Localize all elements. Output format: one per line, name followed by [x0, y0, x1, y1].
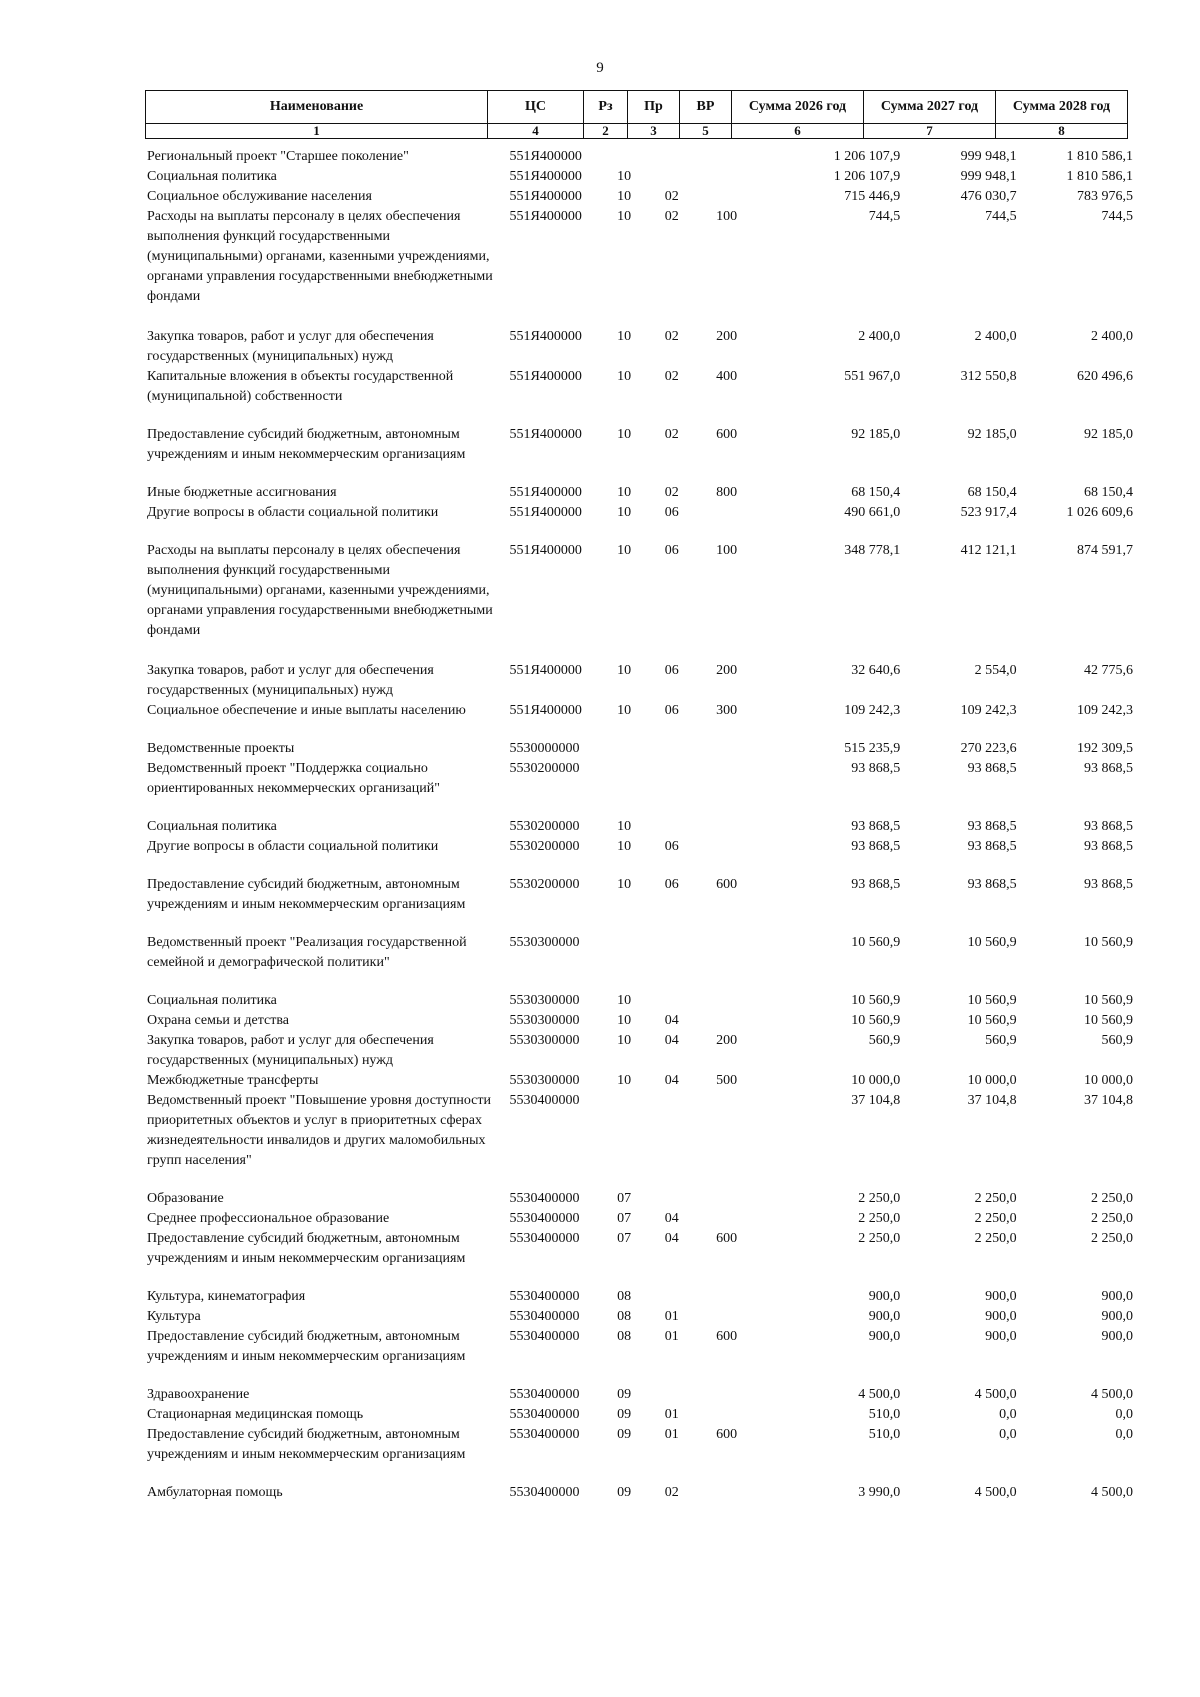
table-header — [145, 90, 1128, 139]
row-rz-code: 10 — [617, 1013, 632, 1028]
table-row — [145, 1385, 1135, 1405]
row-name: Капитальные вложения в объекты государственной (муниципальной) собственности — [147, 369, 454, 404]
row-sum-2026: 490 661,0 — [844, 505, 901, 520]
row-sum-2028: 0,0 — [1115, 1407, 1133, 1422]
col-header-vr: ВР — [680, 91, 732, 124]
row-sum-2028: 93 868,5 — [1083, 877, 1133, 892]
row-sum-2028: 900,0 — [1101, 1309, 1133, 1324]
row-sum-2027: 270 223,6 — [960, 741, 1017, 756]
row-cs-code: 5530400000 — [509, 1329, 580, 1344]
row-vr-code: 600 — [716, 1329, 738, 1344]
row-vr-code: 200 — [716, 1033, 738, 1048]
row-rz-code: 07 — [617, 1231, 632, 1246]
row-rz-code: 10 — [617, 703, 632, 718]
row-sum-2027: 93 868,5 — [967, 839, 1017, 854]
row-sum-2026: 2 250,0 — [858, 1211, 901, 1226]
col-header-rz: Рз — [584, 91, 628, 124]
row-sum-2026: 2 250,0 — [858, 1231, 901, 1246]
row-rz-code: 08 — [617, 1289, 632, 1304]
table-row — [145, 701, 1135, 721]
row-name: Региональный проект "Старшее поколение" — [147, 149, 409, 164]
row-name: Предоставление субсидий бюджетным, автономным учреждениям и иным некоммерческим организациям — [147, 1427, 466, 1462]
row-sum-2028: 900,0 — [1101, 1289, 1133, 1304]
row-sum-2026: 1 206 107,9 — [833, 149, 901, 164]
col-header-cs: ЦС — [488, 91, 584, 124]
table-row — [145, 1071, 1135, 1091]
row-rz-code: 09 — [617, 1407, 632, 1422]
col-header-sum-2027: Сумма 2027 год — [864, 91, 996, 124]
row-sum-2027: 10 560,9 — [967, 993, 1017, 1008]
row-sum-2027: 2 250,0 — [974, 1211, 1017, 1226]
row-sum-2028: 42 775,6 — [1083, 663, 1133, 678]
row-cs-code: 551Я400000 — [509, 329, 582, 344]
row-cs-code: 5530200000 — [509, 839, 580, 854]
row-sum-2028: 2 250,0 — [1090, 1211, 1133, 1226]
row-name: Социальная политика — [147, 819, 277, 834]
row-sum-2026: 3 990,0 — [858, 1485, 901, 1500]
row-sum-2026: 68 150,4 — [851, 485, 901, 500]
row-cs-code: 5530400000 — [509, 1289, 580, 1304]
row-pr-code: 04 — [664, 1013, 679, 1028]
row-cs-code: 5530300000 — [509, 935, 580, 950]
row-sum-2028: 1 810 586,1 — [1066, 149, 1133, 164]
col-header-name: Наименование — [146, 91, 488, 124]
row-sum-2027: 412 121,1 — [960, 543, 1017, 558]
row-pr-code: 02 — [664, 485, 679, 500]
col-number-pr: 3 — [628, 124, 680, 139]
row-sum-2028: 4 500,0 — [1090, 1387, 1133, 1402]
col-number-sum-2028: 8 — [996, 124, 1128, 139]
row-cs-code: 5530400000 — [509, 1485, 580, 1500]
row-pr-code: 06 — [664, 543, 679, 558]
row-sum-2027: 476 030,7 — [960, 189, 1017, 204]
row-name: Межбюджетные трансферты — [147, 1073, 319, 1088]
row-sum-2026: 4 500,0 — [858, 1387, 901, 1402]
row-name: Иные бюджетные ассигнования — [147, 485, 337, 500]
row-name: Стационарная медицинская помощь — [147, 1407, 364, 1422]
row-cs-code: 551Я400000 — [509, 543, 582, 558]
row-sum-2026: 900,0 — [868, 1329, 901, 1344]
table-row — [145, 187, 1135, 207]
row-cs-code: 551Я400000 — [509, 369, 582, 384]
row-cs-code: 551Я400000 — [509, 485, 582, 500]
row-name: Социальная политика — [147, 169, 277, 184]
row-sum-2028: 10 560,9 — [1083, 935, 1133, 950]
row-vr-code: 500 — [716, 1073, 738, 1088]
row-vr-code: 600 — [716, 1231, 738, 1246]
row-sum-2027: 92 185,0 — [967, 427, 1017, 442]
row-cs-code: 5530400000 — [509, 1387, 580, 1402]
row-rz-code: 10 — [617, 1073, 632, 1088]
row-sum-2026: 715 446,9 — [844, 189, 901, 204]
row-sum-2028: 92 185,0 — [1083, 427, 1133, 442]
row-sum-2027: 900,0 — [985, 1289, 1017, 1304]
table-row — [145, 817, 1135, 837]
row-sum-2026: 900,0 — [868, 1309, 901, 1324]
row-sum-2028: 4 500,0 — [1090, 1485, 1133, 1500]
row-sum-2027: 999 948,1 — [960, 149, 1017, 164]
row-name: Другие вопросы в области социальной политики — [147, 839, 439, 854]
row-sum-2026: 551 967,0 — [844, 369, 901, 384]
row-vr-code: 100 — [716, 543, 738, 558]
row-vr-code: 300 — [716, 703, 738, 718]
row-rz-code: 09 — [617, 1387, 632, 1402]
col-number-sum-2026: 6 — [732, 124, 864, 139]
row-vr-code: 400 — [716, 369, 738, 384]
row-name: Здравоохранение — [147, 1387, 250, 1402]
row-sum-2027: 999 948,1 — [960, 169, 1017, 184]
row-sum-2028: 744,5 — [1101, 209, 1133, 224]
table-row — [145, 661, 1135, 701]
row-name: Ведомственный проект "Реализация государственной семейной и демографической политики" — [147, 935, 467, 970]
table-row — [145, 1091, 1135, 1171]
table-row — [145, 1031, 1135, 1071]
row-cs-code: 551Я400000 — [509, 427, 582, 442]
row-pr-code: 02 — [664, 427, 679, 442]
col-number-cs: 4 — [488, 124, 584, 139]
row-sum-2026: 109 242,3 — [844, 703, 901, 718]
row-sum-2028: 1 026 609,6 — [1066, 505, 1133, 520]
row-pr-code: 02 — [664, 209, 679, 224]
row-sum-2026: 510,0 — [868, 1407, 901, 1422]
row-cs-code: 5530300000 — [509, 993, 580, 1008]
row-sum-2027: 2 400,0 — [974, 329, 1017, 344]
row-sum-2026: 2 250,0 — [858, 1191, 901, 1206]
row-pr-code: 06 — [664, 505, 679, 520]
row-pr-code: 02 — [664, 369, 679, 384]
table-row — [145, 739, 1135, 759]
row-rz-code: 10 — [617, 209, 632, 224]
row-sum-2026: 10 000,0 — [851, 1073, 901, 1088]
row-pr-code: 06 — [664, 703, 679, 718]
table-row — [145, 837, 1135, 857]
row-name: Культура — [147, 1309, 201, 1324]
row-cs-code: 5530400000 — [509, 1093, 580, 1108]
row-cs-code: 551Я400000 — [509, 149, 582, 164]
row-name: Ведомственные проекты — [147, 741, 295, 756]
table-row — [145, 1229, 1135, 1269]
row-cs-code: 551Я400000 — [509, 189, 582, 204]
row-sum-2028: 109 242,3 — [1076, 703, 1133, 718]
row-sum-2028: 192 309,5 — [1076, 741, 1133, 756]
row-vr-code: 200 — [716, 663, 738, 678]
table-row — [145, 1209, 1135, 1229]
row-sum-2027: 68 150,4 — [967, 485, 1017, 500]
row-cs-code: 5530400000 — [509, 1427, 580, 1442]
row-pr-code: 01 — [664, 1329, 679, 1344]
row-pr-code: 06 — [664, 877, 679, 892]
page-number: 9 — [596, 60, 604, 76]
row-sum-2028: 620 496,6 — [1076, 369, 1133, 384]
row-vr-code: 800 — [716, 485, 738, 500]
row-name: Предоставление субсидий бюджетным, автономным учреждениям и иным некоммерческим организациям — [147, 1231, 466, 1266]
row-name: Закупка товаров, работ и услуг для обеспечения государственных (муниципальных) нужд — [147, 1033, 434, 1068]
row-rz-code: 08 — [617, 1309, 632, 1324]
row-cs-code: 551Я400000 — [509, 703, 582, 718]
row-rz-code: 10 — [617, 189, 632, 204]
row-cs-code: 5530300000 — [509, 1073, 580, 1088]
row-sum-2026: 1 206 107,9 — [833, 169, 901, 184]
row-cs-code: 5530400000 — [509, 1211, 580, 1226]
row-name: Социальное обслуживание населения — [147, 189, 372, 204]
row-rz-code: 10 — [617, 839, 632, 854]
row-pr-code: 06 — [664, 839, 679, 854]
row-sum-2026: 32 640,6 — [851, 663, 901, 678]
row-sum-2026: 744,5 — [868, 209, 901, 224]
table-row — [145, 991, 1135, 1011]
row-cs-code: 5530300000 — [509, 1013, 580, 1028]
row-sum-2027: 2 554,0 — [974, 663, 1017, 678]
col-number-rz: 2 — [584, 124, 628, 139]
table-row — [145, 1327, 1135, 1367]
row-cs-code: 5530300000 — [509, 1033, 580, 1048]
row-sum-2028: 1 810 586,1 — [1066, 169, 1133, 184]
row-cs-code: 5530000000 — [509, 741, 580, 756]
row-sum-2028: 10 560,9 — [1083, 993, 1133, 1008]
row-sum-2028: 783 976,5 — [1076, 189, 1133, 204]
row-pr-code: 01 — [664, 1309, 679, 1324]
table-row — [145, 1307, 1135, 1327]
row-sum-2027: 4 500,0 — [974, 1387, 1017, 1402]
row-cs-code: 551Я400000 — [509, 169, 582, 184]
row-vr-code: 600 — [716, 427, 738, 442]
row-sum-2026: 2 400,0 — [858, 329, 901, 344]
row-vr-code: 600 — [716, 1427, 738, 1442]
row-name: Ведомственный проект "Поддержка социально ориентированных некоммерческих организаций" — [147, 761, 440, 796]
row-sum-2028: 10 560,9 — [1083, 1013, 1133, 1028]
row-name: Предоставление субсидий бюджетным, автономным учреждениям и иным некоммерческим организациям — [147, 427, 466, 462]
row-sum-2026: 93 868,5 — [851, 839, 901, 854]
row-rz-code: 10 — [617, 369, 632, 384]
row-sum-2027: 0,0 — [999, 1427, 1017, 1442]
row-name: Социальное обеспечение и иные выплаты населению — [147, 703, 466, 718]
row-name: Социальная политика — [147, 993, 277, 1008]
row-pr-code: 01 — [664, 1427, 679, 1442]
table-row — [145, 425, 1135, 465]
row-sum-2026: 93 868,5 — [851, 761, 901, 776]
table-row — [145, 1405, 1135, 1425]
row-cs-code: 5530400000 — [509, 1407, 580, 1422]
row-name: Среднее профессиональное образование — [147, 1211, 390, 1226]
row-sum-2027: 37 104,8 — [967, 1093, 1017, 1108]
table-row — [145, 503, 1135, 523]
row-cs-code: 5530200000 — [509, 761, 580, 776]
row-sum-2027: 93 868,5 — [967, 761, 1017, 776]
row-sum-2026: 515 235,9 — [844, 741, 901, 756]
row-name: Закупка товаров, работ и услуг для обеспечения государственных (муниципальных) нужд — [147, 329, 434, 364]
table-row — [145, 1011, 1135, 1031]
row-name: Расходы на выплаты персоналу в целях обеспечения выполнения функций государственными (муниципальными) органами, казенными учреждениями, органами управления государственными внебюджетными фондами — [147, 543, 493, 638]
row-sum-2027: 2 250,0 — [974, 1191, 1017, 1206]
table-row — [145, 207, 1135, 307]
row-sum-2026: 510,0 — [868, 1427, 901, 1442]
col-header-sum-2026: Сумма 2026 год — [732, 91, 864, 124]
row-vr-code: 200 — [716, 329, 738, 344]
row-sum-2026: 10 560,9 — [851, 993, 901, 1008]
row-pr-code: 04 — [664, 1211, 679, 1226]
row-sum-2026: 93 868,5 — [851, 877, 901, 892]
col-header-sum-2028: Сумма 2028 год — [996, 91, 1128, 124]
row-rz-code: 10 — [617, 485, 632, 500]
row-name: Расходы на выплаты персоналу в целях обеспечения выполнения функций государственными (муниципальными) органами, казенными учреждениями, органами управления государственными внебюджетными фондами — [147, 209, 493, 304]
row-pr-code: 02 — [664, 189, 679, 204]
row-rz-code: 10 — [617, 543, 632, 558]
row-rz-code: 10 — [617, 819, 632, 834]
row-pr-code: 02 — [664, 329, 679, 344]
row-rz-code: 10 — [617, 427, 632, 442]
row-sum-2028: 2 400,0 — [1090, 329, 1133, 344]
table-row — [145, 167, 1135, 187]
row-sum-2027: 744,5 — [985, 209, 1017, 224]
row-name: Культура, кинематография — [147, 1289, 306, 1304]
table-row — [145, 367, 1135, 407]
row-sum-2027: 10 560,9 — [967, 1013, 1017, 1028]
table-row — [145, 1189, 1135, 1209]
row-vr-code: 600 — [716, 877, 738, 892]
row-rz-code: 10 — [617, 505, 632, 520]
row-pr-code: 04 — [664, 1231, 679, 1246]
row-pr-code: 02 — [664, 1485, 679, 1500]
row-cs-code: 5530200000 — [509, 877, 580, 892]
row-sum-2028: 560,9 — [1101, 1033, 1133, 1048]
row-sum-2027: 900,0 — [985, 1329, 1017, 1344]
row-sum-2027: 2 250,0 — [974, 1231, 1017, 1246]
table-row — [145, 933, 1135, 973]
row-sum-2026: 900,0 — [868, 1289, 901, 1304]
row-pr-code: 06 — [664, 663, 679, 678]
row-sum-2028: 2 250,0 — [1090, 1231, 1133, 1246]
row-rz-code: 10 — [617, 329, 632, 344]
row-sum-2028: 2 250,0 — [1090, 1191, 1133, 1206]
row-cs-code: 5530400000 — [509, 1191, 580, 1206]
row-sum-2028: 68 150,4 — [1083, 485, 1133, 500]
table-row — [145, 1287, 1135, 1307]
row-cs-code: 551Я400000 — [509, 505, 582, 520]
row-sum-2028: 0,0 — [1115, 1427, 1133, 1442]
row-vr-code: 100 — [716, 209, 738, 224]
row-sum-2027: 93 868,5 — [967, 877, 1017, 892]
row-rz-code: 10 — [617, 877, 632, 892]
row-name: Закупка товаров, работ и услуг для обеспечения государственных (муниципальных) нужд — [147, 663, 434, 698]
col-number-name: 1 — [146, 124, 488, 139]
row-cs-code: 5530400000 — [509, 1309, 580, 1324]
row-name: Другие вопросы в области социальной политики — [147, 505, 439, 520]
row-name: Ведомственный проект "Повышение уровня доступности приоритетных объектов и услуг в приоритетных сферах жизнедеятельности инвалидов и других маломобильных групп населения" — [147, 1093, 492, 1168]
table-row — [145, 759, 1135, 799]
row-cs-code: 551Я400000 — [509, 663, 582, 678]
col-header-pr: Пр — [628, 91, 680, 124]
table-row — [145, 541, 1135, 641]
row-sum-2027: 4 500,0 — [974, 1485, 1017, 1500]
row-rz-code: 08 — [617, 1329, 632, 1344]
row-sum-2027: 0,0 — [999, 1407, 1017, 1422]
row-pr-code: 04 — [664, 1073, 679, 1088]
table-row — [145, 483, 1135, 503]
row-cs-code: 5530400000 — [509, 1231, 580, 1246]
row-sum-2028: 900,0 — [1101, 1329, 1133, 1344]
row-cs-code: 5530200000 — [509, 819, 580, 834]
row-sum-2027: 312 550,8 — [960, 369, 1017, 384]
row-sum-2026: 10 560,9 — [851, 935, 901, 950]
row-sum-2028: 37 104,8 — [1083, 1093, 1133, 1108]
table-row — [145, 875, 1135, 915]
col-number-sum-2027: 7 — [864, 124, 996, 139]
row-pr-code: 01 — [664, 1407, 679, 1422]
row-sum-2028: 93 868,5 — [1083, 819, 1133, 834]
row-rz-code: 10 — [617, 993, 632, 1008]
row-sum-2028: 93 868,5 — [1083, 761, 1133, 776]
table-body — [145, 147, 1135, 1503]
row-rz-code: 10 — [617, 663, 632, 678]
row-rz-code: 09 — [617, 1485, 632, 1500]
row-name: Образование — [147, 1191, 224, 1206]
table-row — [145, 1425, 1135, 1465]
row-sum-2027: 900,0 — [985, 1309, 1017, 1324]
row-pr-code: 04 — [664, 1033, 679, 1048]
row-cs-code: 551Я400000 — [509, 209, 582, 224]
row-sum-2028: 10 000,0 — [1083, 1073, 1133, 1088]
row-sum-2026: 93 868,5 — [851, 819, 901, 834]
row-name: Охрана семьи и детства — [147, 1013, 289, 1028]
row-sum-2026: 92 185,0 — [851, 427, 901, 442]
table-row — [145, 327, 1135, 367]
row-sum-2027: 109 242,3 — [960, 703, 1017, 718]
row-rz-code: 07 — [617, 1191, 632, 1206]
row-sum-2027: 10 560,9 — [967, 935, 1017, 950]
row-rz-code: 09 — [617, 1427, 632, 1442]
row-rz-code: 07 — [617, 1211, 632, 1226]
row-rz-code: 10 — [617, 169, 632, 184]
table-row — [145, 1483, 1135, 1503]
row-sum-2028: 93 868,5 — [1083, 839, 1133, 854]
row-sum-2026: 37 104,8 — [851, 1093, 901, 1108]
row-sum-2027: 10 000,0 — [967, 1073, 1017, 1088]
row-sum-2026: 348 778,1 — [844, 543, 901, 558]
row-rz-code: 10 — [617, 1033, 632, 1048]
row-sum-2027: 523 917,4 — [960, 505, 1017, 520]
row-sum-2027: 93 868,5 — [967, 819, 1017, 834]
col-number-vr: 5 — [680, 124, 732, 139]
row-sum-2026: 10 560,9 — [851, 1013, 901, 1028]
row-name: Амбулаторная помощь — [147, 1485, 283, 1500]
row-name: Предоставление субсидий бюджетным, автономным учреждениям и иным некоммерческим организациям — [147, 1329, 466, 1364]
row-name: Предоставление субсидий бюджетным, автономным учреждениям и иным некоммерческим организациям — [147, 877, 466, 912]
row-sum-2026: 560,9 — [868, 1033, 901, 1048]
row-sum-2027: 560,9 — [985, 1033, 1017, 1048]
table-row — [145, 147, 1135, 167]
row-sum-2028: 874 591,7 — [1076, 543, 1133, 558]
